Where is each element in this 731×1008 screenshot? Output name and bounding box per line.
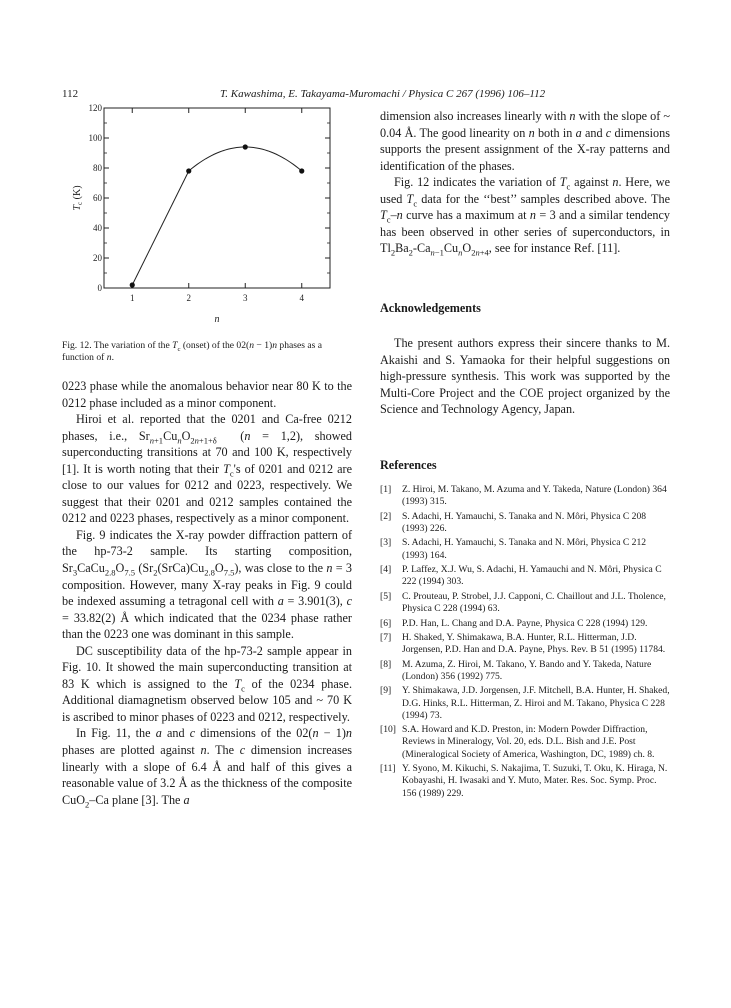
reference-number: [4] [380, 564, 392, 576]
figure-12 [62, 104, 354, 329]
chart-marks [130, 144, 305, 287]
reference-item [380, 511, 670, 535]
acknowledgements-heading: Acknowledgements [380, 301, 481, 315]
reference-text: S. Adachi, H. Yamauchi, S. Tanaka and N. Môri, Physica C 208 (1993) 226. [402, 510, 647, 534]
paragraph: dimension also increases linearly with n with the slope of ~ 0.04 Å. The good linearity on n both in a and c dimensions supports the present assignment of the X-ray patterns and identification of the phases. [380, 109, 670, 173]
left-column [62, 378, 352, 808]
reference-text: S.A. Howard and K.D. Preston, in: Modern Powder Diffraction, Reviews in Mineralogy, Vol. 20, eds. D.L. Bish and J.E. Post (Mineralogical Society of America, Washington, DC, 1989) ch. 8. [402, 724, 655, 760]
reference-item [380, 618, 670, 630]
y-axis-label: $T_c$ (K) [72, 185, 84, 211]
reference-text: Z. Hiroi, M. Takano, M. Azuma and Y. Takeda, Nature (London) 364 (1993) 315. [402, 484, 667, 508]
plot-frame [104, 108, 330, 288]
y-tick-label: 20 [93, 253, 102, 263]
data-point [243, 144, 248, 149]
reference-text: M. Azuma, Z. Hiroi, M. Takano, Y. Bando and Y. Takeda, Nature (London) 356 (1992) 775. [402, 658, 652, 682]
reference-number: [3] [380, 537, 392, 549]
paragraph: Fig. 12 indicates the variation of $T_c$ against n. Here, we used $T_c$ data for the ‘‘best’’ samples described above. The $T_c-n$ curve has a maximum at n = 3 and a similar tendency has been observed in other series of superconductors, in $Tl_2Ba_2-Ca_{n-1}Cu_nO_{2n+4}$, see for instance Ref. [11]. [380, 175, 671, 258]
x-tick-label: 3 [243, 293, 248, 303]
y-tick-label: 0 [97, 283, 102, 293]
y-tick-label: 40 [93, 223, 102, 233]
x-tick-label: 4 [299, 293, 304, 303]
acknowledgements-body [380, 335, 670, 418]
series-line-segment [132, 171, 189, 285]
reference-number: [10] [380, 724, 396, 736]
reference-number: [9] [380, 685, 392, 697]
reference-text: C. Prouteau, P. Strobel, J.J. Capponi, C. Chaillout and J.L. Tholence, Physica C 228 (1994) 63. [402, 590, 666, 614]
y-tick-label: 120 [88, 104, 102, 113]
y-tick-label: 100 [88, 133, 102, 143]
chart-axes [104, 108, 330, 288]
reference-number: [11] [380, 763, 396, 775]
reference-text: P.D. Han, L. Chang and D.A. Payne, Physica C 228 (1994) 129. [402, 617, 648, 629]
reference-item [380, 685, 670, 721]
running-title: T. Kawashima, E. Takayama-Muromachi / Physica C 267 (1996) 106–112 [220, 88, 546, 100]
paragraph: 0223 phase while the anomalous behavior near 80 K to the 0212 phase included as a minor component. [62, 379, 352, 410]
reference-item [380, 724, 670, 760]
y-tick-label: 80 [93, 163, 102, 173]
y-tick-label: 60 [93, 193, 102, 203]
reference-item [380, 537, 670, 561]
reference-number: [6] [380, 617, 392, 629]
reference-number: [7] [380, 632, 392, 644]
reference-item [380, 763, 670, 799]
reference-text: Y. Shimakawa, J.D. Jorgensen, J.F. Mitchell, B.A. Hunter, H. Shaked, D.G. Hinks, R.L. Hitterman, Z. Hiroi and M. Takano, Physica C 228 (1994) 73. [402, 685, 670, 721]
reference-text: P. Laffez, X.J. Wu, S. Adachi, H. Yamauchi and N. Môri, Physica C 222 (1994) 303. [402, 564, 662, 588]
paragraph: Fig. 9 indicates the X-ray powder diffraction pattern of the hp-73-2 sample. Its starting composition, $Sr_3CaCu_{2.8}O_{7.5}$ $(Sr_2(SrCa)Cu_{2.8}O_{7.5})$, was close to the n = 3 composition. However, many X-ray peaks in Fig. 9 could be indexed assuming a tetragonal cell with a = 3.901(3), c = 33.82(2) Å which indicated that the 0234 phase rather than the 0223 one was dominant in this sample. [62, 527, 352, 642]
acknowledgements-text: The present authors express their sincere thanks to M. Akaishi and S. Yamaoka for their helpful suggestions on high-pressure synthesis. This work was supported by the Multi-Core Project and the COE project organized by the Science and Technology Agency, Japan. [380, 336, 670, 417]
data-point [130, 282, 135, 287]
reference-text: Y. Syono, M. Kikuchi, S. Nakajima, T. Suzuki, T. Oku, K. Hiraga, N. Kobayashi, H. Iwasaki and Y. Muto, Mater. Res. Soc. Symp. Proc. 156 (1989) 229. [402, 763, 668, 799]
x-axis-label: n [214, 314, 220, 325]
paragraph: In Fig. 11, the a and c dimensions of the 02(n − 1)n phases are plotted against n. The c dimension increases linearly with a slope of 6.4 Å and half of this gives a reasonable value of 3.2 Å as the thickness of the composite CuO$_2$–Ca plane [3]. The a [62, 726, 352, 810]
x-tick-label: 2 [186, 293, 191, 303]
page-number: 112 [62, 88, 79, 100]
page-header [62, 88, 672, 102]
reference-item [380, 632, 670, 656]
series-curve [189, 147, 302, 171]
figure-caption: Fig. 12. The variation of the $T_c$ (onset) of the 02(n − 1)n phases as a function of n. [62, 340, 323, 363]
reference-number: [1] [380, 484, 392, 495]
chart-labels [72, 104, 305, 325]
references-heading: References [380, 458, 437, 472]
y-axis-label-group [72, 185, 84, 210]
paragraph: DC susceptibility data of the hp-73-2 sample appear in Fig. 10. It showed the main superconducting transition at 83 K which is assigned to the $T_c$ of the 0234 phase. Additional diamagnetism observed below 105 and ~ 70 K is ascribed to minor phases of 0223 and 0212, respectively. [62, 643, 352, 724]
reference-item [380, 659, 670, 683]
tc-vs-n-chart [62, 104, 354, 329]
data-point [299, 168, 304, 173]
reference-item [380, 484, 670, 508]
right-column [380, 108, 670, 257]
reference-number: [5] [380, 590, 392, 602]
reference-text: H. Shaked, Y. Shimakawa, B.A. Hunter, R.L. Hitterman, J.D. Jorgensen, P.D. Han and D.A. Payne, Phys. Rev. B 51 (1995) 11784. [402, 632, 666, 656]
reference-list [380, 484, 670, 802]
reference-item [380, 564, 670, 588]
reference-text: S. Adachi, H. Yamauchi, S. Tanaka and N. Môri, Physica C 212 (1993) 164. [402, 537, 647, 561]
reference-item [380, 591, 670, 615]
paragraph: Hiroi et al. reported that the 0201 and Ca-free 0212 phases, i.e., $Sr_{n+1}Cu_nO_{2n+1+\delta}$ (n = 1,2), showed superconducting transitions at 70 and 100 K, respectively [1]. It is worth noting that their $T_c's$ of 0201 and 0212 are close to our values for 0212 and 0223, respectively. We suggest that their 0201 and 0212 samples contained the 0212 and 0223 phases, respectively as a minor component. [62, 412, 352, 526]
reference-number: [2] [380, 510, 392, 522]
x-tick-label: 1 [130, 293, 135, 303]
reference-number: [8] [380, 658, 392, 670]
data-point [186, 168, 191, 173]
